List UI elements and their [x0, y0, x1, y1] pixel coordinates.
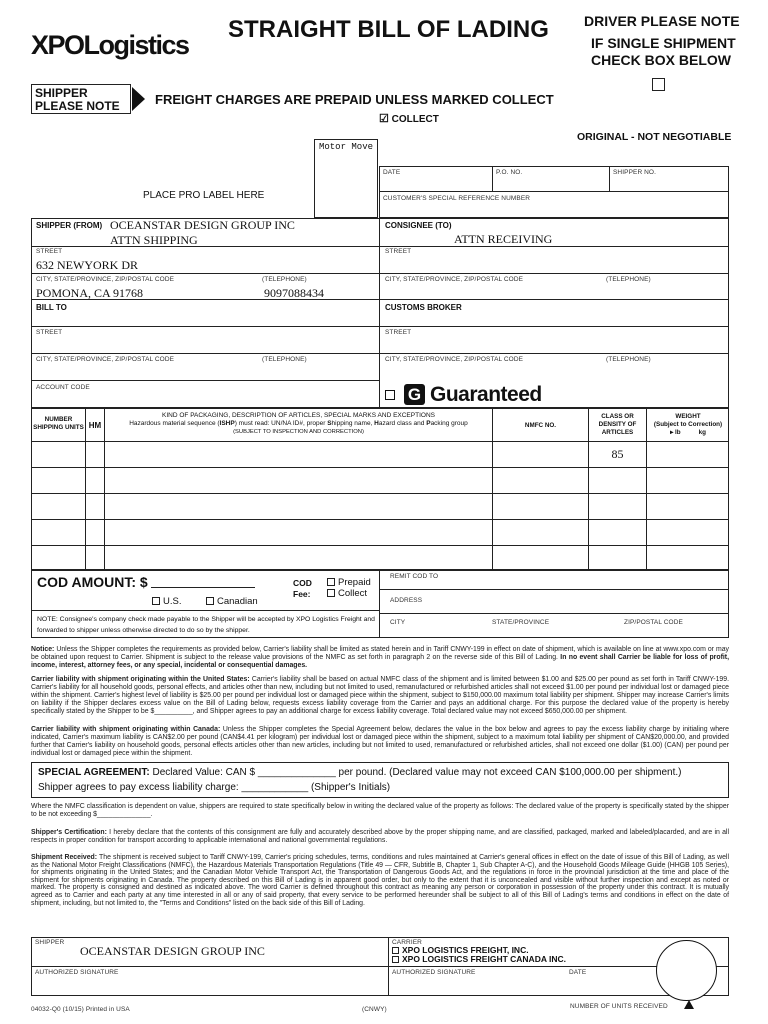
cod-amount-label: COD AMOUNT: $	[37, 574, 148, 590]
carrier-option-1[interactable]: XPO LOGISTICS FREIGHT, INC.	[392, 946, 529, 955]
shipper-street: 632 NEWYORK DR	[36, 258, 138, 272]
prepaid-checkbox[interactable]	[327, 578, 335, 586]
collect-checkbox[interactable]	[327, 589, 335, 597]
pro-label-area: PLACE PRO LABEL HERE	[143, 190, 265, 201]
driver-note-line-1: DRIVER PLEASE NOTE	[584, 13, 740, 29]
consignee-street-label: STREET	[385, 248, 412, 255]
col-class-header: CLASS OR DENSITY OF ARTICLES	[598, 413, 637, 436]
consignee-city-label: CITY, STATE/PROVINCE, ZIP/POSTAL CODE	[385, 276, 524, 283]
cod-us-option[interactable]: U.S.	[152, 596, 181, 607]
class-cell-row-1[interactable]: 85	[611, 447, 624, 461]
collect-option[interactable]	[379, 112, 439, 125]
shipment-received-paragraph: Shipment Received: The shipment is received subject to Tariff CNWY-199, Carrier's pricing schedules, terms, conditions and rules maintained at Carrier's general offices in effect on the date of issue of this Bill of Lading, as well as the National Motor Freight Classifications (NMFC), the Hazardous Materials Transportation Regulations (Title 49 — CFR, Subtitle B, Chapter 1, Sub Chapter A-C), and the Household Goods Mileage Guide (HHGB 105 Series), for shipments originating in the United States; and the Canadian Motor Vehicle Transport Act, the Transportation of Dangerous Goods Act, and the regulations in force in the provincial jurisdiction at the time and place of the shipment for shipments originating in Canada. The property described on this Bill of Lading is in apparent good order, but only to the extent that it is unconcealed and visible without further inspection and except as noted or marked. The property is consigned and destined as indicated above. The word Carrier is defined throughout this contract as meaning any person or corporation in possession of the property under this contract. It is mutually agreed as to Carrier and each party at any time interested in all or any of said property, that every service to be performed hereunder shall be subject to all of this Bill of Lading's terms and conditions in effect on the date of shipment, including, but not limited to, the "Terms and Conditions" listed on the back side of this Bill of Lading.	[31, 854, 729, 907]
col-weight-header: WEIGHT (Subject to Correction) ▸ lb kg	[653, 413, 723, 436]
collect-label: COLLECT	[391, 114, 439, 125]
shipper-certification: Shipper's Certification: I hereby declare that the contents of this consignment are fully and accurately described above by the proper shipping name, and are classified, packaged, marked and labeled/placarded, and are in all respects in proper condition for transport according to applicable international and national governmental regulations.	[31, 829, 729, 844]
shipper-phone: 9097088434	[264, 286, 324, 300]
bill-to-label: BILL TO	[36, 303, 67, 312]
units-received-circle[interactable]	[656, 940, 717, 1001]
col-hm-header: HM	[88, 421, 102, 430]
shipper-please-note: SHIPPER PLEASE NOTE	[31, 84, 131, 114]
footer-shipper-label: SHIPPER	[35, 939, 65, 946]
us-checkbox[interactable]	[152, 597, 160, 605]
consignee-to-label: CONSIGNEE (TO)	[385, 221, 452, 230]
carrier-option-2[interactable]: XPO LOGISTICS FREIGHT CANADA INC.	[392, 955, 566, 964]
po-label: P.O. NO.	[496, 169, 523, 176]
arrow-right-icon	[132, 87, 145, 111]
shipper-attn: ATTN SHIPPING	[110, 233, 198, 247]
cod-fee-label: COD Fee:	[293, 578, 312, 599]
shipper-from-label: SHIPPER (FROM)	[36, 221, 103, 230]
us-liability-paragraph: Carrier liability with shipment originating within the United States: Carrier's liability shall be based on actual NMFC class of the shipment and is limited between $1.00 and $25.00 per pound as set forth in Tariff CNWY-199. Carrier's liability for all household goods, personal effects, and articles other than new, including but not limited to used, remanufactured or refurbished articles shall not exceed $1.00 per pound per individual lost or damaged piece within the shipment. Carrier's highest level of liability is $25.00 per pound per individual lost or damaged piece within the shipment, subject to $150,000.00 maximum total liability per shipment. Shipper may increase Carrier's limits on liability if the Shipper declares excess value on the Bill of Lading below, requests excess liability coverage from the Carrier and pays an additional charge. For this purpose the declared value of the property is hereby specifically stated by the Shipper to be $__________, and Shipper agrees to pay an additional charge for excess liability coverage. Total declared value may not exceed $650,000.00 per shipment.	[31, 676, 729, 715]
shipper-name: OCEANSTAR DESIGN GROUP INC	[110, 218, 295, 232]
shipper-city: POMONA, CA 91768	[36, 286, 144, 300]
consignee-attn: ATTN RECEIVING	[454, 232, 553, 246]
footer-auth-signature-label-2: AUTHORIZED SIGNATURE	[392, 969, 476, 976]
cod-prepaid-option[interactable]: Prepaid	[327, 577, 371, 588]
remit-zip-label: ZIP/POSTAL CODE	[624, 619, 683, 626]
carrier-2-checkbox[interactable]	[392, 956, 399, 963]
customs-street-label: STREET	[385, 329, 412, 336]
driver-note-line-3: CHECK BOX BELOW	[591, 52, 731, 68]
shipper-phone-label: (TELEPHONE)	[262, 276, 307, 283]
page-title: STRAIGHT BILL OF LADING	[228, 16, 549, 43]
date-label: DATE	[383, 169, 401, 176]
col-description-header	[106, 412, 491, 436]
form-number: 04032-Q0 (10/15) Printed in USA	[31, 1006, 130, 1013]
checked-box-icon: ☑	[379, 113, 389, 125]
col-desc-line-3: (SUBJECT TO INSPECTION AND CORRECTION)	[233, 429, 364, 435]
col-desc-line-1: KIND OF PACKAGING, DESCRIPTION OF ARTICLES, SPECIAL MARKS AND EXCEPTIONS	[162, 412, 435, 419]
customer-ref-label: CUSTOMER'S SPECIAL REFERENCE NUMBER	[383, 195, 531, 202]
col-desc-line-2: Hazardous material sequence (ISHP) must read: UN/NA ID#, proper Shipping name, Hazard class and Packing group	[129, 420, 468, 427]
notice-paragraph: Notice: Unless the Shipper completes the requirements as provided below, Carrier's liability shall be limited as stated herein and in Tariff CNWY-199 in effect on date of shipment, which is available on line at www.xpo.com or may be obtained upon request to Carrier. Shipment is subject to the release value provisions of the NMFC as set forth in paragraph 2 on the reverse side of this Bill of Lading. In no event shall Carrier be liable for loss of profit, income, interest, attorney fees, or any special, incidental or consequential damages.	[31, 646, 729, 669]
customs-phone-label: (TELEPHONE)	[606, 356, 651, 363]
col-units-header: NUMBER SHIPPING UNITS	[33, 416, 84, 431]
bill-to-street-label: STREET	[36, 329, 63, 336]
col-nmfc-header: NMFC NO.	[524, 422, 557, 429]
special-agreement-line-1: SPECIAL AGREEMENT: Declared Value: CAN $ ______________ per pound. (Declared value may not exceed CAN $100,000.00 per shipment.)	[38, 767, 682, 778]
guaranteed-g-logo: G	[404, 384, 425, 405]
single-shipment-checkbox[interactable]	[652, 78, 665, 91]
remit-cod-label: REMIT COD TO	[390, 573, 439, 580]
shipper-street-label: STREET	[36, 248, 63, 255]
canada-liability-paragraph: Carrier liability with shipment originating within Canada: Unless the Shipper completes the Special Agreement below, declares the value in the box below and agrees to pay the excess liability charge by initialing where indicated, Carrier's maximum liability is CAN$2.00 per pound (CAN$4.41 per kilogram) per individual lost or damaged piece within the shipment, subject to a maximum total liability per shipment of CAN$20,000.00, and provided further that Carrier's liability on household goods, personal effects articles other than new articles, including but not limited to used, remanufactured or refurbished articles, shall not exceed one dollar ($1.00) (CAN) per pound per individual lost or damaged piece within the shipment.	[31, 726, 729, 757]
remit-city-label: CITY	[390, 619, 406, 626]
freight-charges-note: FREIGHT CHARGES ARE PREPAID UNLESS MARKED COLLECT	[155, 92, 554, 107]
cod-canadian-option[interactable]: Canadian	[206, 596, 258, 607]
customs-broker-label: CUSTOMS BROKER	[385, 303, 462, 312]
guaranteed-label: Guaranteed	[430, 383, 542, 406]
nmfc-value-paragraph: Where the NMFC classification is dependent on value, shippers are required to state specifically below in writing the declared value of the property as follows: The declared value of the property is specifically stated by the shipper to be not exceeding $______________.	[31, 803, 729, 818]
bill-to-city-label: CITY, STATE/PROVINCE, ZIP/POSTAL CODE	[36, 356, 175, 363]
original-not-negotiable: ORIGINAL - NOT NEGOTIABLE	[577, 131, 732, 143]
units-received-label: NUMBER OF UNITS RECEIVED	[570, 1003, 668, 1010]
xpo-logo: XPOLogistics	[31, 30, 189, 60]
consignee-phone-label: (TELEPHONE)	[606, 276, 651, 283]
footer-shipper-name: OCEANSTAR DESIGN GROUP INC	[80, 944, 265, 958]
motor-move-label: Motor Move	[318, 142, 373, 152]
remit-state-label: STATE/PROVINCE	[492, 619, 550, 626]
remit-address-label: ADDRESS	[390, 597, 423, 604]
triangle-up-icon	[684, 1000, 694, 1009]
carrier-1-checkbox[interactable]	[392, 947, 399, 954]
footer-date-label: DATE	[569, 969, 587, 976]
cod-amount-line[interactable]	[151, 587, 255, 588]
shipper-city-label: CITY, STATE/PROVINCE, ZIP/POSTAL CODE	[36, 276, 175, 283]
footer-auth-signature-label: AUTHORIZED SIGNATURE	[35, 969, 119, 976]
cnwy-code: (CNWY)	[362, 1006, 387, 1013]
reference-box	[379, 166, 729, 218]
cod-collect-option[interactable]: Collect	[327, 588, 367, 599]
canadian-checkbox[interactable]	[206, 597, 214, 605]
guaranteed-checkbox[interactable]	[385, 390, 395, 400]
account-code-label: ACCOUNT CODE	[36, 384, 90, 391]
bill-to-phone-label: (TELEPHONE)	[262, 356, 307, 363]
footer-carrier-label: CARRIER	[392, 939, 422, 946]
driver-note	[584, 13, 740, 69]
shipper-no-label: SHIPPER NO.	[613, 169, 656, 176]
cod-note: NOTE: Consignee's company check made payable to the Shipper will be accepted by XPO Logistics Freight and forwarded to shipper unless otherwise directed to do so by the shipper.	[37, 616, 375, 634]
driver-note-line-2: IF SINGLE SHIPMENT	[591, 35, 736, 51]
customs-city-label: CITY, STATE/PROVINCE, ZIP/POSTAL CODE	[385, 356, 524, 363]
special-agreement-line-2: Shipper agrees to pay excess liability charge: ____________ (Shipper's Initials)	[38, 782, 391, 793]
